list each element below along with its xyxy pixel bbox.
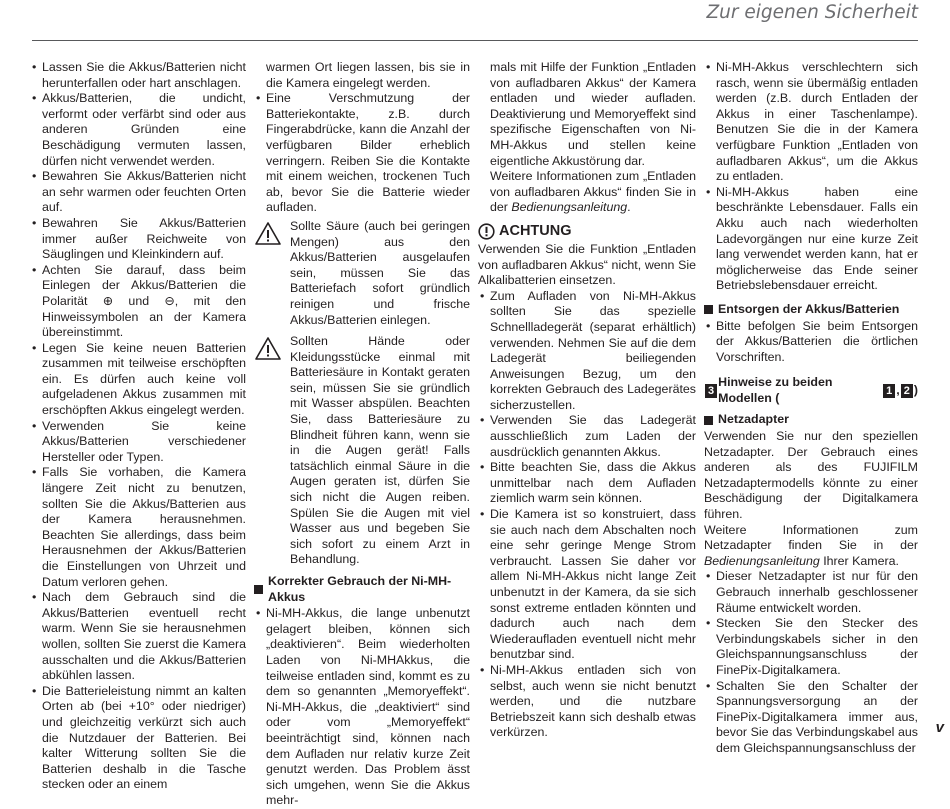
list-item: • Ni-MH-Akkus haben eine beschränkte Lebensdauer. Falls ein Akku auch nach wiederholten Ladevorgängen nur eine kurze Zeit lang verwendet werden kann, hat er möglicherweise das Ende seiner Betriebslebensdauer erreicht. (704, 185, 918, 294)
list-item: • Ni-MH-Akkus verschlechtern sich rasch, wenn sie übermäßig entladen werden (z.B. durch Entladen der Akkus in einer Taschenlampe). Benutzen Sie die in der Kamera verfügbare Funktion „Entladen von aufladbaren Akkus“, um die Akkus zu entladen. (704, 60, 918, 185)
warning-text: Sollte Säure (auch bei geringen Mengen) aus den Akkus/Batterien ausgelaufen sein, müssen Sie das Batteriefach sofort gründlich reinigen und frische Akkus/Batterien einlegen. (290, 218, 470, 327)
list-item: • Legen Sie keine neuen Batterien zusammen mit teilweise erschöpften ein. Es dürfen auch keine voll aufgeladenen Akkus zusammen mit erschöpften Akkus eingelegt werden. (30, 341, 246, 419)
disposal-list (704, 319, 918, 366)
section-heading-ac-adapter (704, 412, 918, 428)
section-heading-nimh-usage (254, 574, 470, 605)
model-2-badge: 2 (901, 384, 913, 398)
list-item: • Achten Sie darauf, dass beim Einlegen der Akkus/Batterien die Polarität ⊕ und ⊖, mit den Hinweissymbolen an der Kamera übereinstimmt. (30, 263, 246, 341)
section-heading-text: Netzadapter (718, 412, 789, 427)
info-paragraph (478, 169, 696, 216)
models-separator: , (896, 383, 900, 398)
caution-heading (478, 223, 696, 240)
continued-text: mals mit Hilfe der Funktion „Entladen von aufladbaren Akkus“ der Kamera entladen und wieder aufladen. Deaktivierung und Memoryeffekt sind spezifische Eigenschaften von Ni-MH-Akkus und stellen keine eigentliche Akkustörung dar. (490, 60, 696, 168)
models-end: ) (913, 383, 918, 398)
caution-icon (478, 223, 495, 240)
page-number: v (935, 719, 944, 736)
caution-text: Verwenden Sie die Funktion „Entladen von aufladbaren Akkus“ nicht, wenn Sie Alkalibatterien einsetzen. (478, 241, 696, 288)
list-item: • Ni-MH-Akkus entladen sich von selbst, auch wenn sie nicht benutzt werden, und die nutzbare Betriebszeit kann sich deshalb etwas verkürzen. (478, 663, 696, 741)
column-1 (30, 60, 246, 792)
info-text: Weitere Informationen zum „Entladen von aufladbaren Akkus“ finden Sie in der (490, 169, 696, 215)
list-item: • Verwenden Sie keine Akkus/Batterien verschiedener Hersteller oder Typen. (30, 419, 246, 466)
list-item: • Bitte befolgen Sie beim Entsorgen der Akkus/Batterien die örtlichen Vorschriften. (704, 319, 918, 366)
contact-cleaning-list (254, 91, 470, 216)
adapter-info (704, 523, 918, 570)
section-number-badge: 3 (705, 384, 717, 398)
acid-warning-2 (254, 334, 470, 568)
square-bullet-icon (704, 305, 713, 314)
charging-list (478, 289, 696, 741)
list-item: • Bewahren Sie Akkus/Batterien nicht an sehr warmen oder feuchten Orten auf. (30, 169, 246, 216)
list-item: • Falls Sie vorhaben, die Kamera längere Zeit nicht zu benutzen, sollten Sie die Akkus/Batterien aus der Kamera herausnehmen. Beachten Sie allerdings, dass beim Herausnehmen der Akkus/Batterien die Einstellungen von Uhrzeit und Datum verloren gehen. (30, 465, 246, 590)
square-bullet-icon (254, 585, 263, 594)
battery-precautions-list (30, 60, 246, 793)
column-2 (254, 60, 470, 808)
models-label: Hinweise zu beiden Modellen ( (718, 375, 833, 405)
list-item: • Dieser Netzadapter ist nur für den Gebrauch innerhalb geschlossener Räume entwickelt worden. (704, 569, 918, 616)
model-1-badge: 1 (883, 384, 895, 398)
warning-text: Sollten Hände oder Kleidungsstücke einmal mit Batteriesäure in Kontakt geraten sein, müssen Sie sie gründlich mit Wasser abspülen. Beachten Sie, dass Batteriesäure zu Blindheit führen kann, wenn sie in die Augen gerät! Falls tatsächlich einmal Säure in die Augen geraten ist, dürfen Sie sich nicht die Augen reiben. Spülen Sie die Augen mit viel Wasser aus und begeben Sie sich sofort zu einem Arzt in Behandlung. (290, 334, 470, 567)
list-item: • Die Kamera ist so konstruiert, dass sie auch nach dem Abschalten noch eine sehr geringe Menge Strom verbraucht. Lassen Sie daher vor allem Ni-MH-Akkus nicht lange Zeit unbenutzt in der Kamera, da sie sich sonst extreme entladen könnten und dadurch auch nach dem Wiederaufladen eventuell nicht mehr benutzbar sind. (478, 507, 696, 663)
list-item: • Die Batterieleistung nimmt an kalten Orten ab (bei +10° oder niedriger) und gleichzeitig verkürzt sich auch die Nutzdauer der Batterien. Bei kalter Witterung sollten Sie die Batterien deshalb in die Tasche stecken oder an einem (30, 684, 246, 793)
adapter-info-text: Weitere Informationen zum Netzadapter finden Sie in der (704, 522, 918, 553)
warning-triangle-icon (254, 334, 290, 568)
list-item: • Zum Aufladen von Ni-MH-Akkus sollten Sie das spezielle Schnellladegerät (separat erhältlich) verwenden. Nehmen Sie auf die dem Ladegerät beiliegenden Anweisungen Bezug, um den korrekten Gebrauch des Ladegerätes sicherzustellen. (478, 289, 696, 414)
info-end: . (627, 200, 631, 215)
header-divider (32, 40, 918, 41)
section-heading-disposal (704, 302, 918, 318)
list-item: • Bitte beachten Sie, dass die Akkus unmittelbar nach dem Aufladen ziemlich warm sein können. (478, 460, 696, 507)
section-heading-text: Korrekter Gebrauch der Ni-MH-Akkus (268, 574, 452, 604)
list-item: • Lassen Sie die Akkus/Batterien nicht herunterfallen oder hart anschlagen. (30, 60, 246, 91)
list-item: • Eine Verschmutzung der Batteriekontakte, z.B. durch Fingerabdrücke, kann die Anzahl der verfügbaren Bilder erheblich verringern. Reiben Sie die Kontakte mit einem weichen, trockenen Tuch ab, bevor Sie die Batterie wieder aufladen. (254, 91, 470, 216)
manual-reference: Bedienungsanleitung (511, 200, 628, 215)
warning-triangle-icon (254, 219, 290, 328)
list-item: • Bewahren Sie Akkus/Batterien immer außer Reichweite von Säuglingen und Kleinkindern auf. (30, 216, 246, 263)
column-3 (478, 60, 696, 739)
adapter-info-end: Ihrer Kamera. (823, 553, 899, 568)
list-item: • Stecken Sie den Stecker des Verbindungskabels sicher in den Gleichspannungsanschluss der FinePix-Digitalkamera. (704, 616, 918, 678)
list-item: • Schalten Sie den Schalter der Spannungsversorgung an der FinePix-Digitalkamera immer aus, bevor Sie das Verbindungskabel aus dem Gleichspannungsanschluss der (704, 679, 918, 757)
list-item: • Ni-MH-Akkus, die lange unbenutzt gelagert bleiben, können sich „deaktivieren“. Beim wiederholten Laden von Ni-MHAkkus, die teilweise entladen sind, kommt es zu dem so genannten „Memoryeffekt“. Ni-MH-Akkus, die „deaktiviert“ sind oder vom „Memoryeffekt“ beeinträchtigt sind, können nach dem Aufladen nur relativ kurze Zeit genutzt werden. Das Problem ässt sich umgehen, wenn Sie die Akkus mehr- (254, 606, 470, 809)
column-4 (704, 60, 918, 755)
section-heading-text: Entsorgen der Akkus/Batterien (718, 301, 900, 316)
list-item: • Verwenden Sie das Ladegerät ausschließlich zum Laden der ausdrücklich genannten Akkus. (478, 413, 696, 460)
acid-warning-1 (254, 219, 470, 328)
nimh-lifetime-list (704, 60, 918, 294)
square-bullet-icon (704, 416, 713, 425)
nimh-usage-list (254, 606, 470, 809)
adapter-text: Verwenden Sie nur den speziellen Netzadapter. Der Gebrauch eines anderen als des FUJIFILM Netzadaptermodells könnte zu einer Beschädigung der Digitalkamera führen. (704, 429, 918, 522)
adapter-list (704, 569, 918, 756)
page-header-title: Zur eigenen Sicherheit (706, 2, 918, 23)
continued-text: warmen Ort liegen lassen, bis sie in die Kamera eingelegt werden. (266, 60, 470, 90)
list-item: • Nach dem Gebrauch sind die Akkus/Batterien eventuell recht warm. Wenn Sie sie herausnehmen wollen, sollten Sie zuerst die Kamera ausschalten und die Akkus/Batterien abkühlen lassen. (30, 590, 246, 684)
models-heading (704, 375, 918, 406)
list-item: • Akkus/Batterien, die undicht, verformt oder verfärbt sind oder aus anderen Gründen eine Beschädigung vermuten lassen, dürfen nicht verwendet werden. (30, 91, 246, 169)
manual-reference: Bedienungsanleitung (704, 553, 820, 568)
caution-label: ACHTUNG (499, 222, 572, 239)
